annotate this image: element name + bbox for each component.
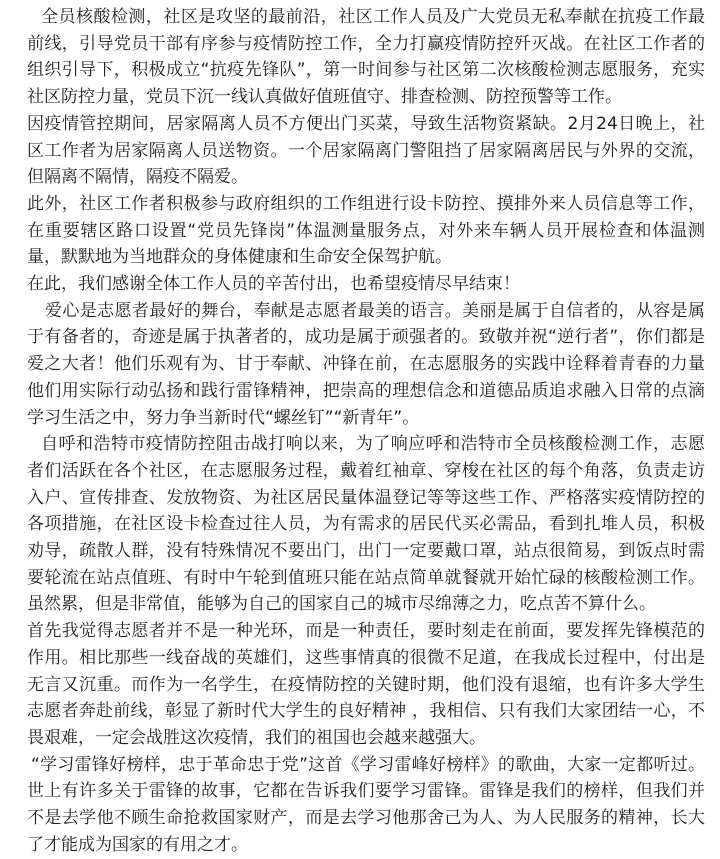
text-line: 在重要辖区路口设置“党员先锋岗”体温测量服务点，对外来车辆人员开展检查和体温测 [27,220,705,241]
text-line: 自呼和浩特市疫情防控阻击战打响以来，为了响应呼和浩特市全员核酸检测工作，志愿 [41,434,705,455]
text-line: 作用。相比那些一线奋战的英雄们，这些事情真的很微不足道，在我成长过程中，付出是 [27,647,705,668]
text-line: 组织引导下，积极成立“抗疫先锋队”，第一时间参与社区第二次核酸检测志愿服务，充实 [27,60,705,81]
text-line: 学习生活之中，努力争当新时代“螺丝钉”“新青年”。 [27,407,420,428]
text-line: “学习雷锋好榜样，忠于革命忠于党”这首《学习雷峰好榜样》的歌曲，大家一定都听过。 [31,754,705,775]
text-line: 区工作者为居家隔离人员送物资。一个居家隔离门警阻挡了居家隔离居民与外界的交流， [27,140,705,161]
text-line: 畏艰难，一定会战胜这次疫情，我们的祖国也会越来越强大。 [27,727,486,748]
text-line: 量，默默地为当地群众的身体健康和生命安全保驾护航。 [27,247,452,268]
text-line: 各项措施，在社区设卡检查过往人员，为有需求的居民代买必需品，看到扎堆人员，积极 [27,514,705,535]
text-line: 全员核酸检测，社区是攻坚的最前沿，社区工作人员及广大党员无私奉献在抗疫工作最 [41,7,705,27]
text-line: 前线，引导党员干部有序参与疫情防控工作，全力打赢疫情防控歼灭战。在社区工作者的 [27,33,705,54]
text-line: 不是去学他不顾生命抢救国家财产，而是去学习他那舍己为人、为人民服务的精神，长大 [27,808,705,829]
text-line: 要轮流在站点值班、有时中午轮到值班只能在站点简单就餐就开始忙碌的核酸检测工作。 [27,567,705,588]
text-line: 于有备者的，奇迹是属于执著者的，成功是属于顽强者的。致敬并祝“逆行者”，你们都是 [27,327,705,348]
text-line: 世上有许多关于雷锋的故事，它都在告诉我们要学习雷锋。雷锋是我们的榜样，但我们并 [27,781,705,802]
text-line: 此外，社区工作者积极参与政府组织的工作组进行设卡防控、摸排外来人员信息等工作， [27,193,705,214]
text-line: 他们用实际行动弘扬和践行雷锋精神，把崇高的理想信念和道德品质追求融入日常的点滴 [27,380,705,401]
text-line: 因疫情管控期间，居家隔离人员不方便出门买菜，导致生活物资紧缺。2月24日晚上，社 [27,113,705,134]
text-line: 在此，我们感谢全体工作人员的辛苦付出，也希望疫情尽早结束！ [27,274,520,295]
text-line: 者们活跃在各个社区，在志愿服务过程，戴着红袖章、穿梭在社区的每个角落，负责走访 [27,460,705,481]
text-line: 志愿者奔赴前线，彰显了新时代大学生的良好精神 ，我相信、只有我们大家团结一心，不 [27,701,705,722]
text-line: 首先我觉得志愿者并不是一种光环，而是一种责任，要时刻走在前面，要发挥先锋模范的 [27,621,705,642]
text-line: 但隔离不隔情，隔疫不隔爱。 [27,167,248,188]
text-line: 入户、宣传排查、发放物资、为社区居民量体温登记等等这些工作、严格落实疫情防控的 [27,487,705,508]
text-line: 了才能成为国家的有用之才。 [27,834,248,855]
document-body [27,4,705,859]
text-line: 劝导，疏散人群，没有特殊情况不要出门，出门一定要戴口罩，站点很简易，到饭点时需 [27,541,705,562]
text-line: 爱心是志愿者最好的舞台，奉献是志愿者最美的语言。美丽是属于自信者的，从容是属 [45,300,705,321]
text-line: 爱之大者！他们乐观有为、甘于奉献、冲锋在前，在志愿服务的实践中诠释着青春的力量 [27,354,705,375]
text-line: 社区防控力量，党员下沉一线认真做好值班值守、排查检测、防控预警等工作。 [27,87,622,108]
text-line: 虽然累，但是非常值，能够为自己的国家自己的城市尽绵薄之力，吃点苦不算什么。 [27,594,656,615]
text-line: 无言又沉重。而作为一名学生，在疫情防控的关键时期，他们没有退缩，也有许多大学生 [27,674,705,695]
